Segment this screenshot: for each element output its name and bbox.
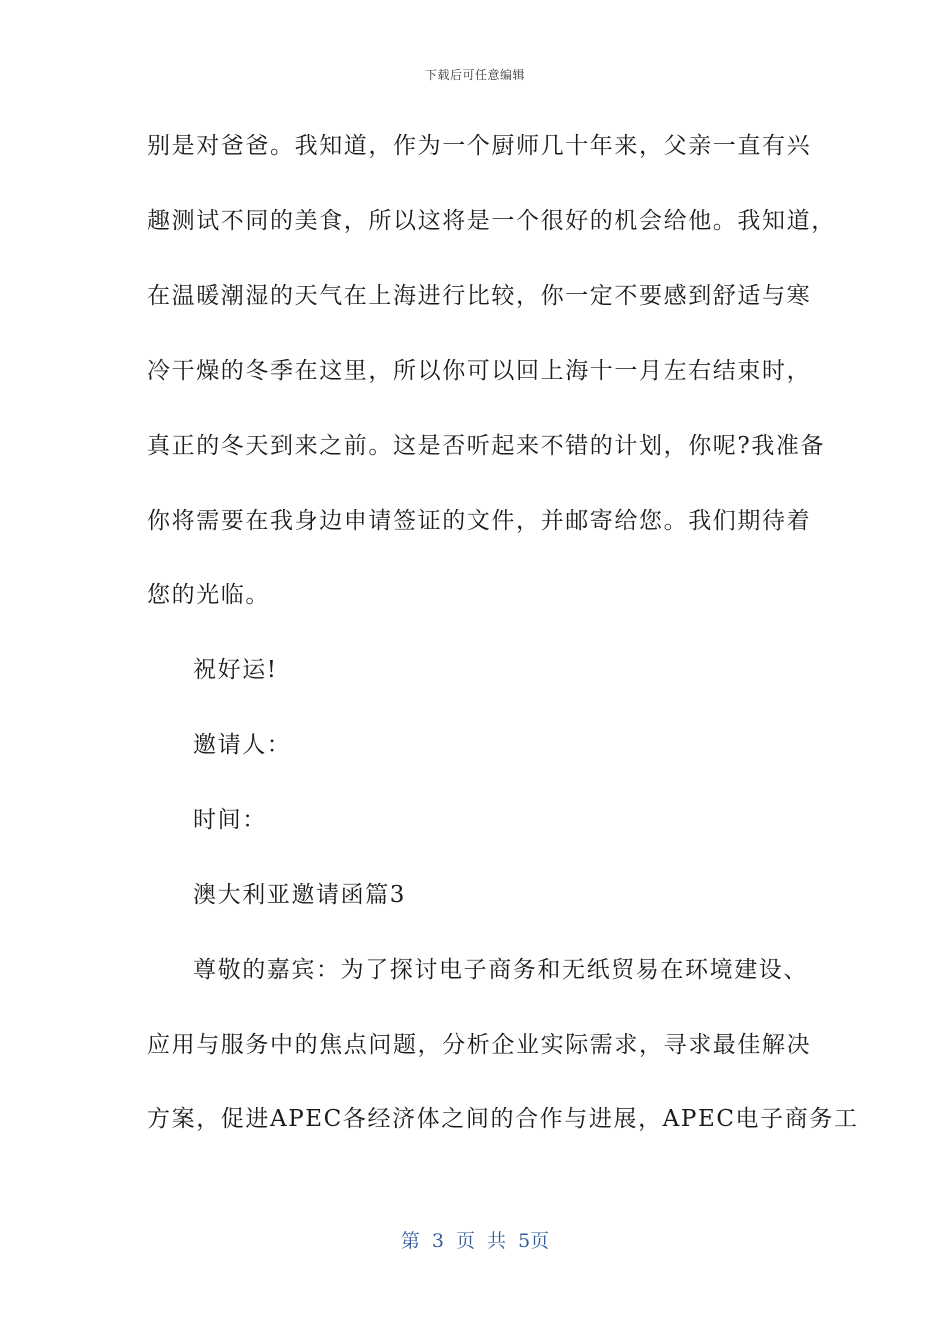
body-line: 趣测试不同的美食，所以这将是一个很好的机会给他。我知道， [147,208,836,234]
body-line: 你将需要在我身边申请签证的文件，并邮寄给您。我们期待着 [147,508,812,534]
inviter-label: 邀请人： [193,732,292,758]
time-label: 时间： [193,807,267,833]
body-line: 冷干燥的冬季在这里，所以你可以回上海十一月左右结束时， [147,358,812,384]
body-line: 真正的冬天到来之前。这是否听起来不错的计划，你呢?我准备 [147,433,826,459]
section-title: 澳大利亚邀请函篇3 [193,882,407,908]
body-line: 您的光临。 [147,582,270,608]
page-number-footer: 第 3 页 共 5页 [400,1230,550,1252]
body-line: 尊敬的嘉宾：为了探讨电子商务和无纸贸易在环境建设、 [193,957,808,983]
body-line: 方案，促进APEC各经济体之间的合作与进展，APEC电子商务工 [147,1106,859,1132]
closing-greeting: 祝好运! [193,657,278,683]
page-header: 下载后可任意编辑 [424,68,525,82]
body-line: 别是对爸爸。我知道，作为一个厨师几十年来，父亲一直有兴 [147,133,812,159]
body-line: 在温暖潮湿的天气在上海进行比较，你一定不要感到舒适与寒 [147,283,812,309]
body-line: 应用与服务中的焦点问题，分析企业实际需求，寻求最佳解决 [147,1032,812,1058]
